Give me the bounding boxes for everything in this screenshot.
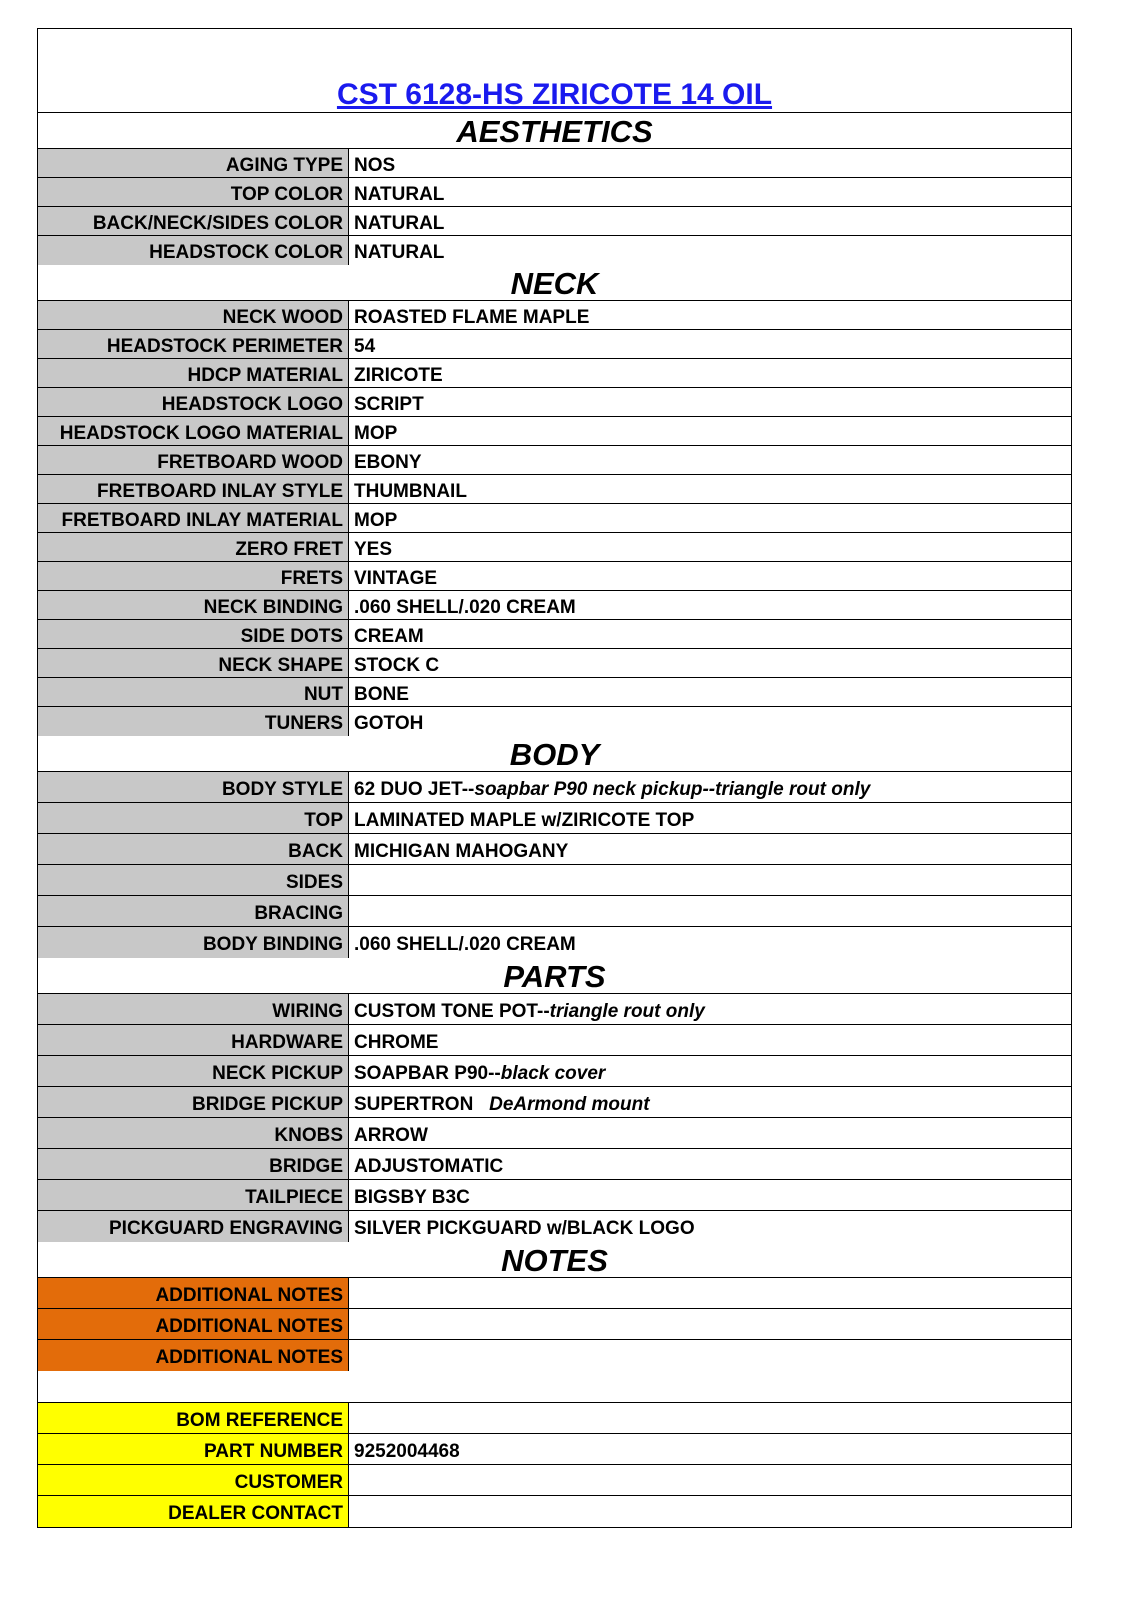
field-value-italic-note: soapbar P90 neck pickup--triangle rout only (474, 779, 871, 800)
neck-row (38, 446, 1071, 475)
field-value-text: YES (354, 539, 393, 560)
field-value[interactable] (349, 927, 1071, 958)
parts-row (38, 1149, 1071, 1180)
field-value-text: CHROME (354, 1032, 439, 1053)
field-label: BACK/NECK/SIDES COLOR (38, 207, 349, 235)
field-value[interactable] (349, 1180, 1071, 1210)
body-row (38, 803, 1071, 834)
body-row (38, 865, 1071, 896)
field-value-text: NATURAL (354, 184, 445, 205)
parts-row (38, 1087, 1071, 1118)
neck-row (38, 359, 1071, 388)
notes-rows (38, 1278, 1071, 1371)
field-value[interactable] (349, 678, 1071, 706)
field-value-text: NATURAL (354, 242, 445, 263)
field-value-text: EBONY (354, 452, 422, 473)
field-value-text: BONE (354, 684, 409, 705)
title-row (38, 29, 1071, 113)
field-label: KNOBS (38, 1118, 349, 1148)
field-label: FRETBOARD INLAY MATERIAL (38, 504, 349, 532)
neck-row (38, 330, 1071, 359)
field-value[interactable] (349, 1434, 1071, 1464)
field-value-text: MICHIGAN MAHOGANY (354, 841, 569, 862)
field-value[interactable] (349, 1465, 1071, 1495)
section-heading-parts: PARTS (38, 958, 1071, 994)
field-label: TAILPIECE (38, 1180, 349, 1210)
field-label: NECK SHAPE (38, 649, 349, 677)
parts-row (38, 1056, 1071, 1087)
neck-rows (38, 301, 1071, 736)
field-value[interactable] (349, 178, 1071, 206)
field-value[interactable] (349, 562, 1071, 590)
parts-row (38, 1211, 1071, 1242)
spec-sheet (37, 28, 1072, 1528)
neck-row (38, 649, 1071, 678)
field-value-text: ARROW (354, 1125, 428, 1146)
field-value[interactable] (349, 1087, 1071, 1117)
aesthetics-row (38, 207, 1071, 236)
field-value-text: ZIRICOTE (354, 365, 443, 386)
field-value[interactable] (349, 207, 1071, 235)
field-label: NECK WOOD (38, 301, 349, 329)
field-value[interactable] (349, 359, 1071, 387)
field-value[interactable] (349, 620, 1071, 648)
field-value[interactable] (349, 1149, 1071, 1179)
field-value-italic-note: triangle rout only (549, 1001, 705, 1022)
field-label: WIRING (38, 994, 349, 1024)
field-label: NECK PICKUP (38, 1056, 349, 1086)
field-label: BRIDGE PICKUP (38, 1087, 349, 1117)
field-value[interactable] (349, 865, 1071, 895)
section-heading-body: BODY (38, 736, 1071, 772)
reference-row (38, 1465, 1071, 1496)
field-value[interactable] (349, 707, 1071, 736)
field-value[interactable] (349, 1278, 1071, 1308)
field-value[interactable] (349, 330, 1071, 358)
field-label: CUSTOMER (38, 1465, 349, 1495)
section-heading-notes: NOTES (38, 1242, 1071, 1278)
field-value-text: BIGSBY B3C (354, 1187, 470, 1208)
field-label: ADDITIONAL NOTES (38, 1278, 349, 1308)
neck-row (38, 562, 1071, 591)
field-label: HARDWARE (38, 1025, 349, 1055)
field-value-text: LAMINATED MAPLE w/ZIRICOTE TOP (354, 810, 695, 831)
field-label: BOM REFERENCE (38, 1403, 349, 1433)
field-value-text: SCRIPT (354, 394, 424, 415)
field-label: HEADSTOCK LOGO MATERIAL (38, 417, 349, 445)
neck-row (38, 475, 1071, 504)
field-label: TOP (38, 803, 349, 833)
field-value-text: MOP (354, 423, 398, 444)
field-value-text: ADJUSTOMATIC (354, 1156, 504, 1177)
field-label: ADDITIONAL NOTES (38, 1309, 349, 1339)
field-value-text: GOTOH (354, 713, 424, 734)
reference-rows (38, 1403, 1071, 1527)
neck-row (38, 301, 1071, 330)
field-label: DEALER CONTACT (38, 1496, 349, 1527)
body-row (38, 772, 1071, 803)
reference-row (38, 1434, 1071, 1465)
body-rows (38, 772, 1071, 958)
reference-row (38, 1496, 1071, 1527)
field-label: BRACING (38, 896, 349, 926)
field-value[interactable] (349, 388, 1071, 416)
section-heading-aesthetics: AESTHETICS (38, 113, 1071, 149)
field-value-text: 9252004468 (354, 1441, 460, 1462)
neck-row (38, 533, 1071, 562)
field-value-text: CREAM (354, 626, 424, 647)
field-value[interactable] (349, 994, 1071, 1024)
neck-row (38, 678, 1071, 707)
field-value[interactable] (349, 649, 1071, 677)
field-value[interactable] (349, 803, 1071, 833)
field-value[interactable] (349, 1403, 1071, 1433)
field-value[interactable] (349, 475, 1071, 503)
neck-row (38, 620, 1071, 649)
notes-row (38, 1278, 1071, 1309)
reference-row (38, 1403, 1071, 1434)
field-value-italic-note: black cover (500, 1063, 606, 1084)
notes-row (38, 1340, 1071, 1371)
field-label: PICKGUARD ENGRAVING (38, 1211, 349, 1242)
field-value-text: SOAPBAR P90-- (354, 1063, 501, 1084)
field-label: BRIDGE (38, 1149, 349, 1179)
field-value-text: 54 (354, 336, 376, 357)
section-heading-neck: NECK (38, 265, 1071, 301)
field-label: SIDES (38, 865, 349, 895)
field-label: TOP COLOR (38, 178, 349, 206)
field-label: FRETBOARD INLAY STYLE (38, 475, 349, 503)
parts-rows (38, 994, 1071, 1242)
field-label: ZERO FRET (38, 533, 349, 561)
field-value-text: ROASTED FLAME MAPLE (354, 307, 590, 328)
field-value[interactable] (349, 772, 1071, 802)
field-label: HEADSTOCK LOGO (38, 388, 349, 416)
aesthetics-row (38, 236, 1071, 265)
field-label: BODY BINDING (38, 927, 349, 958)
field-value-text: .060 SHELL/.020 CREAM (354, 597, 576, 618)
field-value-text: SUPERTRON (354, 1094, 490, 1115)
field-value-text: MOP (354, 510, 398, 531)
field-label: HDCP MATERIAL (38, 359, 349, 387)
field-label: PART NUMBER (38, 1434, 349, 1464)
field-value[interactable] (349, 236, 1071, 265)
field-label: TUNERS (38, 707, 349, 736)
field-value-text: STOCK C (354, 655, 440, 676)
field-value-text: CUSTOM TONE POT-- (354, 1001, 550, 1022)
field-value-text: VINTAGE (354, 568, 438, 589)
field-label: HEADSTOCK PERIMETER (38, 330, 349, 358)
field-value[interactable] (349, 417, 1071, 445)
field-value[interactable] (349, 1025, 1071, 1055)
field-label: FRETS (38, 562, 349, 590)
parts-row (38, 1118, 1071, 1149)
neck-row (38, 504, 1071, 533)
field-value[interactable] (349, 149, 1071, 177)
field-value-text: NOS (354, 155, 396, 176)
blank-spacer-row (38, 1371, 1071, 1403)
field-value[interactable] (349, 1056, 1071, 1086)
field-value-text: NATURAL (354, 213, 445, 234)
field-value[interactable] (349, 896, 1071, 926)
neck-row (38, 388, 1071, 417)
neck-row (38, 417, 1071, 446)
parts-row (38, 1025, 1071, 1056)
field-value-text: SILVER PICKGUARD w/BLACK LOGO (354, 1218, 695, 1239)
field-value[interactable] (349, 504, 1071, 532)
field-value[interactable] (349, 533, 1071, 561)
aesthetics-row (38, 178, 1071, 207)
field-label: NUT (38, 678, 349, 706)
neck-row (38, 707, 1071, 736)
field-value[interactable] (349, 834, 1071, 864)
field-label: AGING TYPE (38, 149, 349, 177)
parts-row (38, 1180, 1071, 1211)
field-value[interactable] (349, 1340, 1071, 1371)
field-value-text: .060 SHELL/.020 CREAM (354, 934, 576, 955)
field-value[interactable] (349, 301, 1071, 329)
field-value[interactable] (349, 591, 1071, 619)
notes-row (38, 1309, 1071, 1340)
field-label: BODY STYLE (38, 772, 349, 802)
body-row (38, 927, 1071, 958)
parts-row (38, 994, 1071, 1025)
field-value[interactable] (349, 1496, 1071, 1527)
body-row (38, 896, 1071, 927)
field-value[interactable] (349, 446, 1071, 474)
field-label: HEADSTOCK COLOR (38, 236, 349, 265)
aesthetics-row (38, 149, 1071, 178)
field-label: NECK BINDING (38, 591, 349, 619)
field-label: FRETBOARD WOOD (38, 446, 349, 474)
field-label: ADDITIONAL NOTES (38, 1340, 349, 1371)
field-value[interactable] (349, 1118, 1071, 1148)
field-value-text: THUMBNAIL (354, 481, 467, 502)
sheet-title-link[interactable]: CST 6128-HS ZIRICOTE 14 OIL (336, 78, 773, 111)
field-label: SIDE DOTS (38, 620, 349, 648)
field-value-text: 62 DUO JET-- (354, 779, 475, 800)
field-value[interactable] (349, 1211, 1071, 1242)
field-value-italic-note: DeArmond mount (489, 1094, 650, 1115)
neck-row (38, 591, 1071, 620)
field-label: BACK (38, 834, 349, 864)
field-value[interactable] (349, 1309, 1071, 1339)
aesthetics-rows (38, 149, 1071, 265)
body-row (38, 834, 1071, 865)
